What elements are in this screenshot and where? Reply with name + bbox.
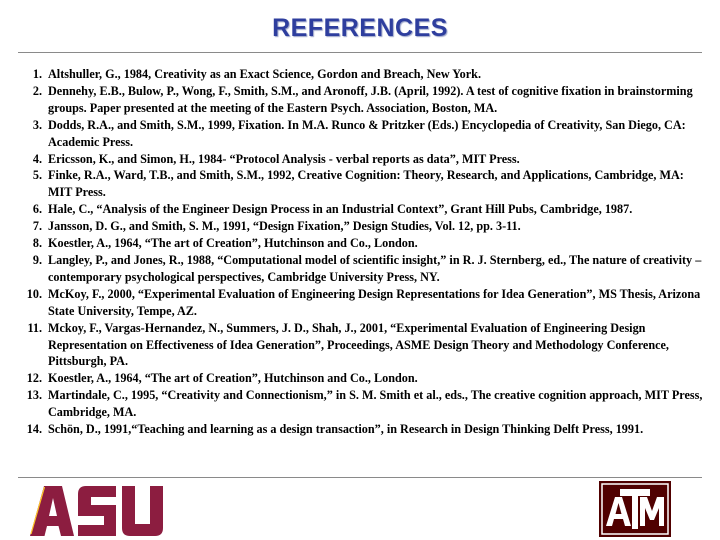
reference-text: Ericsson, K., and Simon, H., 1984- “Protocol Analysis - verbal reports as data”, MIT Press. bbox=[48, 151, 520, 166]
reference-text: Jansson, D. G., and Smith, S. M., 1991, “Design Fixation,” Design Studies, Vol. 12, pp. 3-11. bbox=[48, 219, 521, 234]
tamu-logo bbox=[598, 480, 672, 538]
reference-number: 5. bbox=[32, 168, 42, 183]
reference-number: 7. bbox=[32, 219, 42, 234]
list-item bbox=[18, 235, 704, 252]
reference-number: 11. bbox=[27, 320, 42, 335]
asu-logo bbox=[28, 484, 168, 538]
reference-text: Martindale, C., 1995, “Creativity and Connectionism,” in S. M. Smith et al., eds., The creative cognition approach, MIT Press, Cambridge, MA. bbox=[48, 388, 703, 420]
reference-text: Koestler, A., 1964, “The art of Creation”, Hutchinson and Co., London. bbox=[48, 236, 418, 251]
reference-text: McKoy, F., 2000, “Experimental Evaluation of Engineering Design Representations for Idea Generation”, MS Thesis, Arizona State University, Tempe, AZ. bbox=[48, 286, 701, 318]
asu-logo-letters bbox=[30, 486, 163, 536]
list-item bbox=[18, 370, 704, 387]
list-item bbox=[18, 117, 704, 151]
reference-text: Finke, R.A., Ward, T.B., and Smith, S.M., 1992, Creative Cognition: Theory, Research, and Applications, Cambridge, MA: MIT Press. bbox=[48, 168, 684, 200]
reference-text: Dodds, R.A., and Smith, S.M., 1999, Fixation. In M.A. Runco & Pritzker (Eds.) Encyclopedia of Creativity, San Diego, CA: Academic Press. bbox=[48, 117, 686, 149]
reference-text: Hale, C., “Analysis of the Engineer Design Process in an Industrial Context”, Grant Hill Pubs, Cambridge, 1987. bbox=[48, 202, 633, 217]
list-item bbox=[18, 218, 704, 235]
list-item bbox=[18, 421, 704, 438]
list-item bbox=[18, 286, 704, 320]
reference-text: Altshuller, G., 1984, Creativity as an Exact Science, Gordon and Breach, New York. bbox=[48, 67, 481, 81]
bottom-divider bbox=[18, 477, 702, 478]
list-item bbox=[18, 252, 704, 286]
reference-text: Mckoy, F., Vargas-Hernandez, N., Summers, J. D., Shah, J., 2001, “Experimental Evaluation of Engineering Design Representation on Effectiveness of Idea Generation”, Proceedings, ASME Design Theory and Methodology Conference, Pittsburgh, PA. bbox=[48, 320, 669, 369]
reference-number: 9. bbox=[32, 252, 42, 267]
top-divider bbox=[18, 52, 702, 53]
reference-number: 6. bbox=[32, 202, 42, 217]
reference-number: 8. bbox=[32, 236, 42, 251]
list-item bbox=[18, 66, 704, 83]
reference-text: Dennehy, E.B., Bulow, P., Wong, F., Smith, S.M., and Aronoff, J.B. (April, 1992). A test of cognitive fixation in brainstorming groups. Paper presented at the meeting of the Eastern Psych. Association, Boston, MA. bbox=[48, 83, 693, 115]
reference-number: 4. bbox=[32, 151, 42, 166]
list-item bbox=[18, 83, 704, 117]
reference-list bbox=[18, 66, 704, 438]
page-title: REFERENCES bbox=[272, 14, 448, 42]
reference-text: Langley, P., and Jones, R., 1988, “Computational model of scientific insight,” in R. J. Sternberg, ed., The nature of creativity – contemporary psychological perspectives, Cambridge University Press, NY. bbox=[48, 252, 702, 284]
reference-number: 10. bbox=[26, 286, 42, 301]
reference-number: 3. bbox=[32, 117, 42, 132]
reference-text: Schön, D., 1991,“Teaching and learning as a design transaction”, in Research in Design Thinking Delft Press, 1991. bbox=[48, 422, 644, 437]
list-item bbox=[18, 151, 704, 168]
list-item bbox=[18, 201, 704, 218]
reference-number: 13. bbox=[26, 388, 42, 403]
list-item bbox=[18, 387, 704, 421]
list-item bbox=[18, 320, 704, 371]
list-item bbox=[18, 167, 704, 201]
reference-text: Koestler, A., 1964, “The art of Creation”, Hutchinson and Co., London. bbox=[48, 371, 418, 386]
reference-number: 2. bbox=[32, 83, 42, 98]
reference-number: 14. bbox=[26, 422, 42, 437]
reference-number: 12. bbox=[26, 371, 42, 386]
reference-number: 1. bbox=[32, 67, 42, 81]
